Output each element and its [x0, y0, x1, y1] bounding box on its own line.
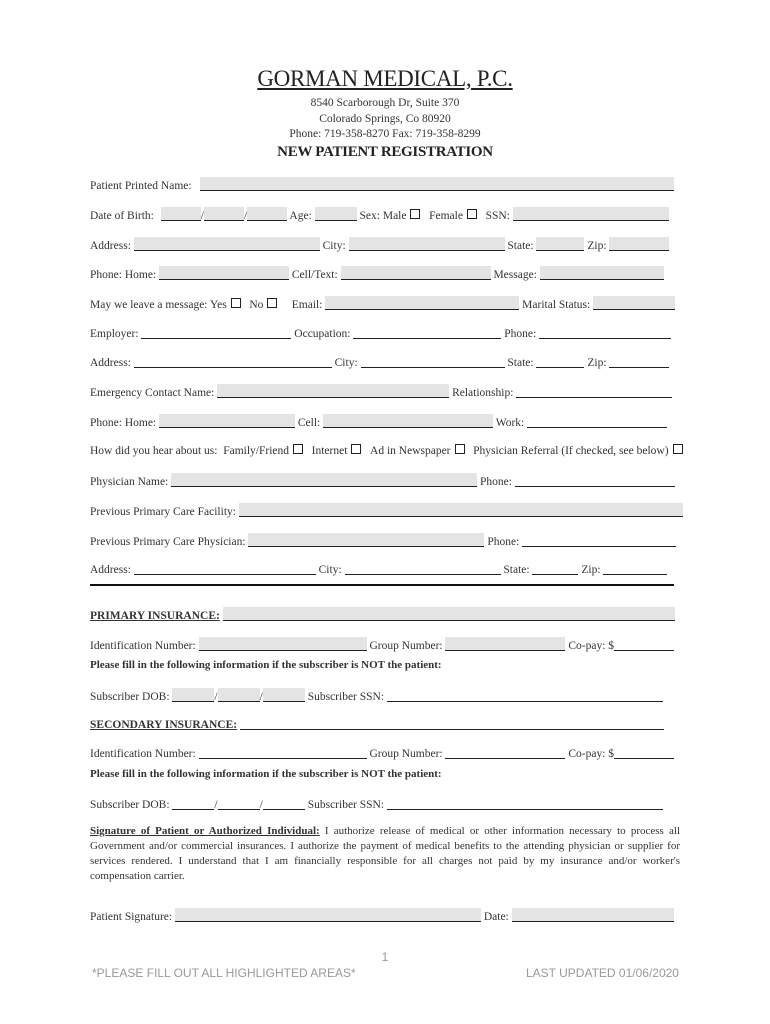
row-secondary-insurance — [90, 717, 664, 731]
cell-text-label: Cell/Text: — [291, 269, 338, 281]
newspaper-label: Ad in Newspaper — [370, 445, 451, 457]
patient-signature-label: Patient Signature: — [90, 911, 173, 923]
emergency-phone-home-label: Phone: Home: — [90, 417, 157, 429]
state-field[interactable] — [536, 237, 584, 251]
emergency-work-label: Work: — [495, 417, 525, 429]
form-title: NEW PATIENT REGISTRATION — [277, 144, 493, 160]
previous-zip-label: Zip: — [581, 564, 601, 576]
page-number: 1 — [381, 950, 389, 964]
row-primary-ids — [90, 637, 674, 652]
zip-label: Zip: — [587, 240, 607, 252]
primary-insurance-field[interactable] — [223, 607, 675, 621]
employer-address-field[interactable] — [134, 355, 332, 368]
employer-phone-label: Phone: — [504, 328, 537, 340]
employer-city-label: City: — [334, 357, 358, 369]
previous-physician-label: Previous Primary Care Physician: — [90, 536, 246, 548]
male-checkbox[interactable] — [410, 209, 420, 219]
city-label: City: — [322, 240, 346, 252]
row-employer-address — [90, 355, 669, 369]
leave-message-no-checkbox[interactable] — [267, 298, 277, 308]
message-field[interactable] — [540, 266, 664, 280]
section-divider — [90, 584, 674, 586]
row-secondary-subscriber — [90, 797, 663, 811]
previous-city-label: City: — [318, 564, 342, 576]
address-field[interactable] — [134, 237, 320, 251]
row-previous-physician — [90, 533, 676, 548]
row-patient-name — [90, 177, 674, 192]
clinic-contact: Phone: 719-358-8270 Fax: 719-358-8299 — [289, 128, 481, 140]
secondary-id-number-label: Identification Number: — [90, 748, 196, 760]
last-updated: LAST UPDATED 01/06/2020 — [526, 966, 679, 980]
male-label: Male — [382, 210, 407, 222]
secondary-subscriber-dob-year[interactable] — [263, 797, 305, 810]
row-address — [90, 237, 669, 252]
emergency-contact-label: Emergency Contact Name: — [90, 387, 215, 399]
row-physician-name — [90, 473, 675, 488]
primary-copay-label: Co-pay: $ — [568, 640, 615, 652]
previous-city-field[interactable] — [345, 562, 501, 575]
previous-facility-label: Previous Primary Care Facility: — [90, 506, 236, 518]
physician-referral-checkbox[interactable] — [673, 444, 683, 454]
city-field[interactable] — [349, 237, 505, 251]
row-secondary-ids — [90, 746, 674, 760]
secondary-copay-field[interactable] — [614, 746, 674, 759]
row-previous-address — [90, 562, 667, 576]
row-employer — [90, 326, 671, 340]
email-label: Email: — [291, 299, 323, 311]
female-checkbox[interactable] — [467, 209, 477, 219]
authorization-paragraph — [90, 824, 680, 884]
primary-subscriber-dob-label: Subscriber DOB: — [90, 691, 170, 703]
clinic-address-line2: Colorado Springs, Co 80920 — [319, 113, 451, 125]
employer-zip-label: Zip: — [587, 357, 607, 369]
dob-year-field[interactable] — [247, 207, 287, 221]
primary-subscriber-dob-month[interactable] — [172, 688, 214, 702]
primary-subscriber-ssn-field[interactable] — [387, 689, 663, 702]
previous-physician-field[interactable] — [248, 533, 484, 547]
primary-subscriber-dob-day[interactable] — [218, 688, 260, 702]
physician-referral-label: Physician Referral (If checked, see below) — [473, 445, 669, 457]
cell-text-field[interactable] — [341, 266, 491, 280]
employer-zip-field[interactable] — [609, 355, 669, 368]
marital-field[interactable] — [593, 296, 675, 310]
secondary-copay-label: Co-pay: $ — [568, 748, 615, 760]
authorization-text: I authorize release of medical or other information necessary to process all Government and/or commercial insurances. I authorize the payment of medical benefits to the attending physician or supplier for services rendered. I understand that I am financially responsible for all charges not paid by my insurance and/or worker's compensation carrier. — [90, 825, 680, 882]
patient-signature-field[interactable] — [175, 908, 481, 922]
secondary-id-number-field[interactable] — [199, 746, 367, 759]
previous-physician-phone-field[interactable] — [522, 534, 676, 547]
address-label: Address: — [90, 240, 131, 252]
dob-separator: / — [259, 799, 263, 811]
occupation-label: Occupation: — [294, 328, 351, 340]
state-label: State: — [507, 240, 534, 252]
secondary-subscriber-note: Please fill in the following information if the subscriber is NOT the patient: — [90, 768, 442, 780]
internet-label: Internet — [311, 445, 348, 457]
row-emergency-phones — [90, 414, 667, 429]
signature-heading: Signature of Patient or Authorized Individual: — [90, 825, 320, 837]
emergency-cell-field[interactable] — [323, 414, 493, 428]
employer-label: Employer: — [90, 328, 139, 340]
row-signature — [90, 908, 674, 923]
primary-id-number-field[interactable] — [199, 637, 367, 651]
dob-day-field[interactable] — [204, 207, 244, 221]
newspaper-checkbox[interactable] — [455, 444, 465, 454]
secondary-group-number-label: Group Number: — [369, 748, 443, 760]
secondary-subscriber-dob-month[interactable] — [172, 797, 214, 810]
physician-name-label: Physician Name: — [90, 476, 169, 488]
dob-separator: / — [259, 691, 263, 703]
relationship-field[interactable] — [516, 385, 672, 398]
occupation-field[interactable] — [353, 326, 501, 339]
employer-state-field[interactable] — [536, 355, 584, 368]
dob-separator: / — [243, 210, 248, 222]
secondary-insurance-field[interactable] — [240, 717, 664, 730]
emergency-cell-label: Cell: — [297, 417, 321, 429]
leave-message-no-label: No — [249, 299, 264, 311]
physician-phone-label: Phone: — [480, 476, 512, 488]
primary-insurance-heading: PRIMARY INSURANCE: — [90, 610, 220, 622]
employer-city-field[interactable] — [361, 355, 505, 368]
previous-physician-phone-label: Phone: — [487, 536, 520, 548]
signature-date-label: Date: — [483, 911, 509, 923]
relationship-label: Relationship: — [452, 387, 514, 399]
row-primary-insurance — [90, 607, 675, 622]
dob-separator: / — [214, 799, 218, 811]
phone-home-label: Phone: Home: — [90, 269, 157, 281]
dob-month-field[interactable] — [161, 207, 201, 221]
previous-state-field[interactable] — [532, 562, 578, 575]
secondary-insurance-heading: SECONDARY INSURANCE: — [90, 719, 238, 731]
employer-field[interactable] — [141, 326, 291, 339]
primary-subscriber-note: Please fill in the following information if the subscriber is NOT the patient: — [90, 659, 442, 671]
row-primary-subscriber — [90, 688, 663, 703]
clinic-address-line1: 8540 Scarborough Dr, Suite 370 — [310, 97, 460, 109]
dob-separator: / — [214, 691, 218, 703]
leave-message-label: May we leave a message: Yes — [90, 299, 227, 311]
row-referral-source — [90, 444, 683, 457]
message-label: Message: — [493, 269, 537, 281]
row-emergency-contact — [90, 384, 672, 399]
female-label: Female — [429, 210, 463, 222]
clinic-title: GORMAN MEDICAL, P.C. — [257, 66, 513, 91]
leave-message-yes-checkbox[interactable] — [231, 298, 241, 308]
employer-address-label: Address: — [90, 357, 131, 369]
internet-checkbox[interactable] — [351, 444, 361, 454]
employer-state-label: State: — [507, 357, 534, 369]
hear-about-label: How did you hear about us: — [90, 445, 218, 457]
physician-name-field[interactable] — [171, 473, 477, 487]
dob-label: Date of Birth: — [90, 210, 154, 222]
emergency-contact-field[interactable] — [217, 384, 449, 398]
zip-field[interactable] — [609, 237, 669, 251]
previous-state-label: State: — [503, 564, 530, 576]
highlight-note: *PLEASE FILL OUT ALL HIGHLIGHTED AREAS* — [92, 966, 356, 980]
email-field[interactable] — [325, 296, 519, 310]
emergency-phone-home-field[interactable] — [159, 414, 295, 428]
age-label: Age: — [289, 210, 312, 222]
row-previous-facility — [90, 503, 683, 518]
primary-group-number-field[interactable] — [445, 637, 565, 651]
primary-id-number-label: Identification Number: — [90, 640, 196, 652]
sex-label: Sex: — [359, 210, 380, 222]
patient-name-label: Patient Printed Name: — [90, 180, 192, 192]
ssn-field[interactable] — [513, 207, 669, 221]
row-phones — [90, 266, 664, 281]
family-friend-checkbox[interactable] — [293, 444, 303, 454]
phone-home-field[interactable] — [159, 266, 289, 280]
row-leave-message — [90, 296, 675, 311]
ssn-label: SSN: — [485, 210, 510, 222]
signature-date-field[interactable] — [512, 908, 674, 922]
patient-name-field[interactable] — [200, 177, 674, 191]
previous-address-label: Address: — [90, 564, 131, 576]
employer-phone-field[interactable] — [539, 326, 671, 339]
previous-facility-field[interactable] — [239, 503, 683, 517]
primary-subscriber-ssn-label: Subscriber SSN: — [307, 691, 385, 703]
emergency-work-field[interactable] — [527, 415, 667, 428]
secondary-subscriber-ssn-field[interactable] — [387, 797, 663, 810]
row-dob — [90, 207, 669, 222]
primary-group-number-label: Group Number: — [369, 640, 443, 652]
secondary-group-number-field[interactable] — [445, 746, 565, 759]
secondary-subscriber-dob-day[interactable] — [218, 797, 260, 810]
dob-separator: / — [200, 210, 204, 222]
physician-phone-field[interactable] — [515, 474, 675, 487]
previous-address-field[interactable] — [134, 562, 316, 575]
family-friend-label: Family/Friend — [223, 445, 290, 457]
secondary-subscriber-dob-label: Subscriber DOB: — [90, 799, 170, 811]
marital-label: Marital Status: — [522, 299, 591, 311]
age-field[interactable] — [315, 207, 357, 221]
primary-subscriber-dob-year[interactable] — [263, 688, 305, 702]
primary-copay-field[interactable] — [614, 638, 674, 651]
previous-zip-field[interactable] — [603, 562, 667, 575]
secondary-subscriber-ssn-label: Subscriber SSN: — [307, 799, 385, 811]
